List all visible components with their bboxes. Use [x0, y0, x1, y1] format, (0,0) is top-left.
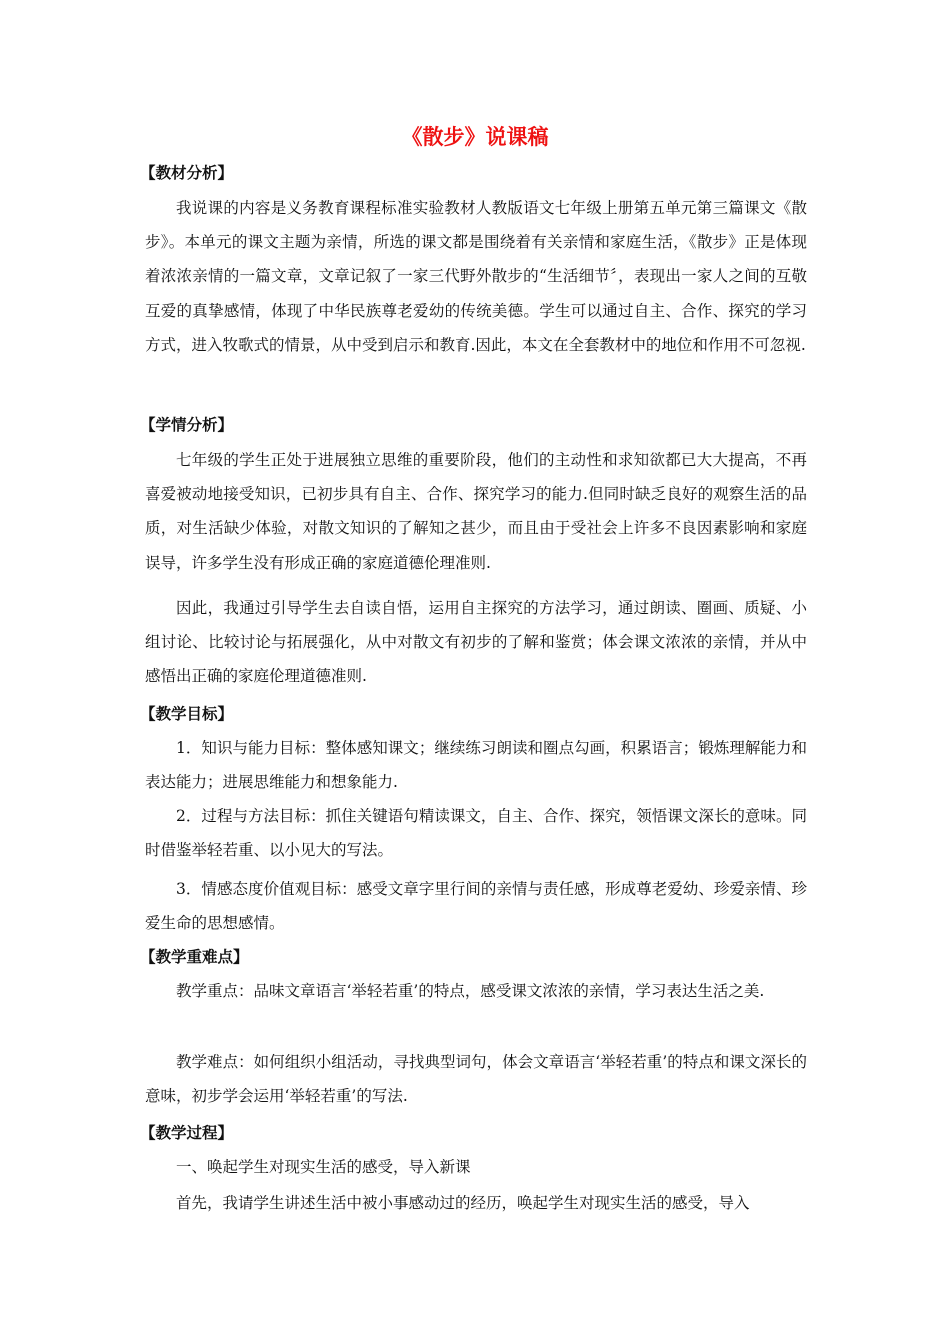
section-heading-key-points: 【教学重难点】 [140, 947, 249, 966]
paragraph: 首先，我请学生讲述生活中被小事感动过的经历，唤起学生对现实生活的感受，导入 [176, 1194, 750, 1212]
paragraph: 我说课的内容是义务教育课程标准实验教材人教版语文七年级上册第五单元第三篇课文《散步》。本单元的课文主题为亲情，所选的课文都是围绕着有关亲情和家庭生活，《散步》正是体现着浓浓亲情的一篇文章，文章记叙了一家三代野外散步的“生活细节〞，表现出一家人之间的互敬互爱的真挚感情，体现了中华民族尊老爱幼的传统美德。学生可以通过自主、合作、探究的学习方式，进入牧歌式的情景，从中受到启示和教育.因此，本文在全套教材中的地位和作用不可忽视. [145, 199, 807, 354]
section-heading-teaching-goals: 【教学目标】 [140, 704, 234, 723]
paragraph: 1．知识与能力目标：整体感知课文；继续练习朗读和圈点勾画，积累语言；锻炼理解能力和表达能力；进展思维能力和想象能力. [145, 739, 807, 792]
paragraph: 3．情感态度价值观目标：感受文章字里行间的亲情与责任感，形成尊老爱幼、珍爱亲情、珍爱生命的思想感情。 [145, 880, 807, 933]
paragraph: 教学重点：品味文章语言‘举轻若重’的特点，感受课文浓浓的亲情，学习表达生活之美. [176, 982, 765, 1000]
section-heading-teaching-process: 【教学过程】 [140, 1123, 234, 1142]
paragraph: 因此，我通过引导学生去自读自悟，运用自主探究的方法学习，通过朗读、圈画、质疑、小组讨论、比较讨论与拓展强化，从中对散文有初步的了解和鉴赏；体会课文浓浓的亲情，并从中感悟出正确的家庭伦理道德准则. [145, 599, 807, 686]
paragraph: 教学难点：如何组织小组活动，寻找典型词句，体会文章语言‘举轻若重’的特点和课文深长的意味，初步学会运用‘举轻若重’的写法. [145, 1053, 807, 1106]
paragraph: 七年级的学生正处于进展独立思维的重要阶段，他们的主动性和求知欲都已大大提高，不再喜爱被动地接受知识，已初步具有自主、合作、探究学习的能力.但同时缺乏良好的观察生活的品质，对生活缺少体验，对散文知识的了解知之甚少，而且由于受社会上许多不良因素影响和家庭误导，许多学生没有形成正确的家庭道德伦理准则. [145, 451, 807, 572]
paragraph: 一、唤起学生对现实生活的感受，导入新课 [176, 1158, 471, 1176]
paragraph: 2．过程与方法目标：抓住关键语句精读课文，自主、合作、探究，领悟课文深长的意味。同时借鉴举轻若重、以小见大的写法。 [145, 807, 807, 860]
document-title: 《散步》说课稿 [401, 124, 549, 149]
section-heading-student-analysis: 【学情分析】 [140, 415, 234, 434]
section-heading-textbook-analysis: 【教材分析】 [140, 163, 234, 182]
